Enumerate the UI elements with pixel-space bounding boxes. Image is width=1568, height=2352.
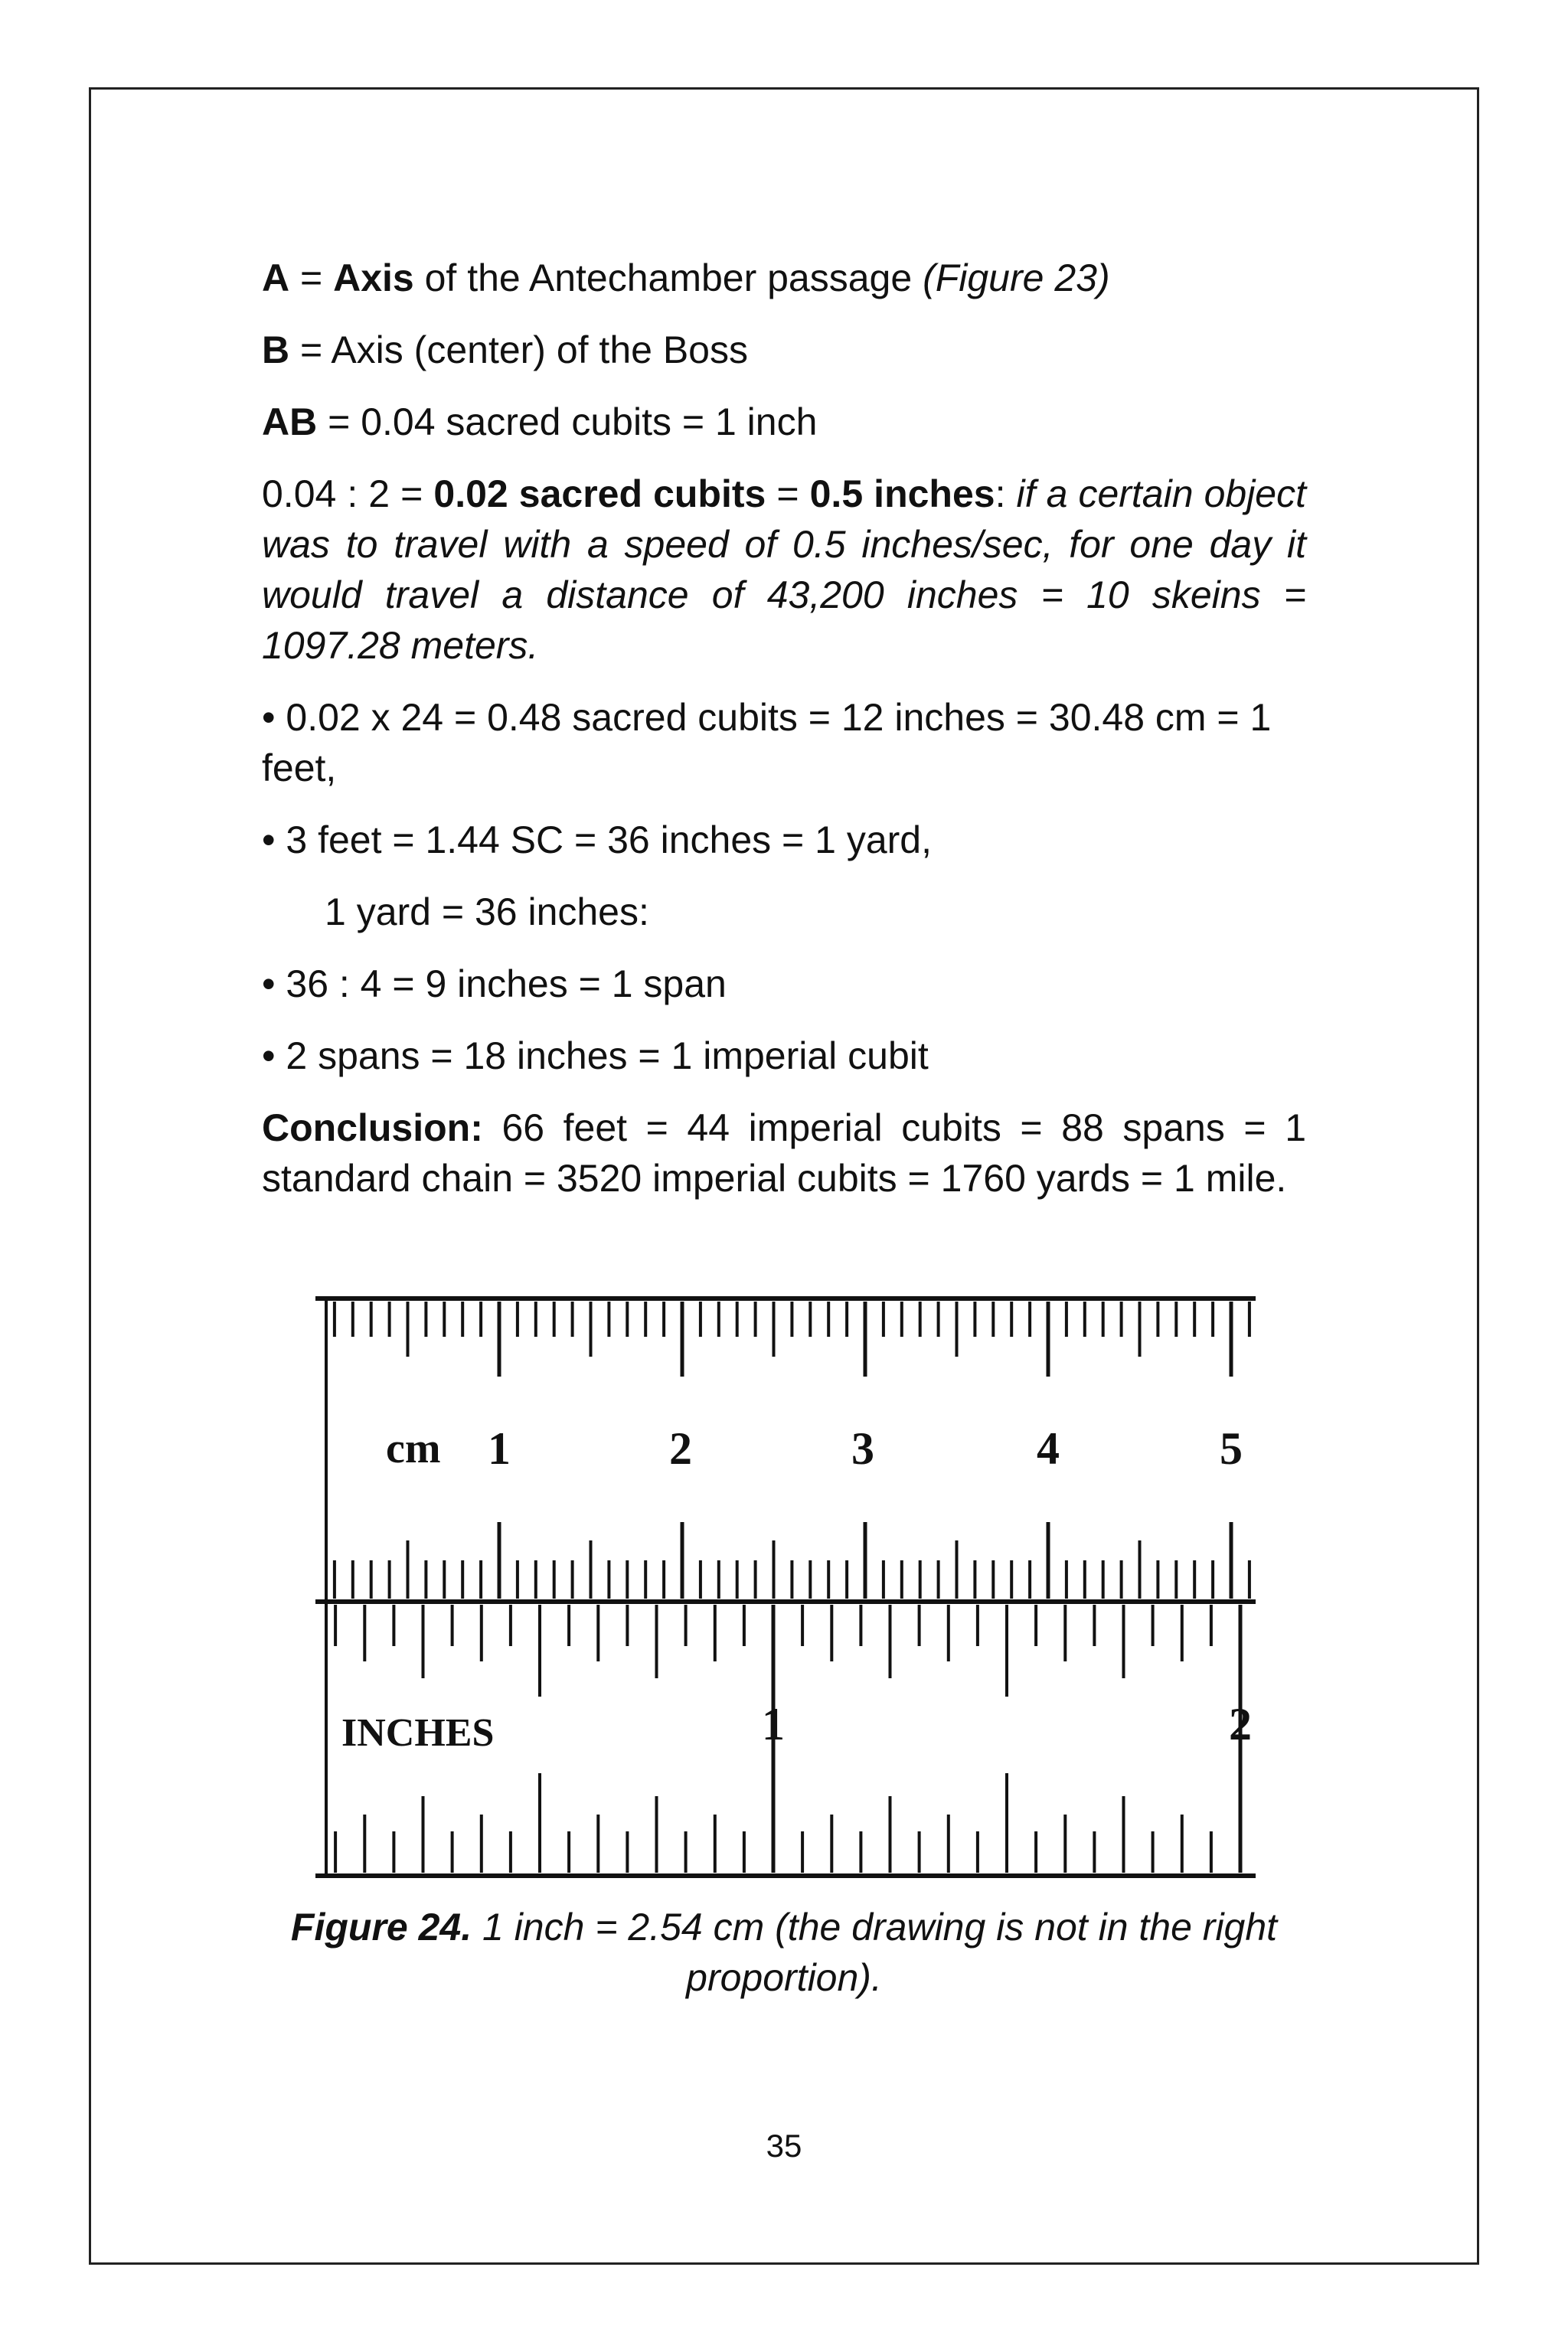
label-b: B: [262, 328, 290, 371]
axis-term: Axis: [333, 256, 414, 299]
figure-caption: [262, 1902, 1306, 2003]
line-text: of the Antechamber passage: [413, 256, 923, 299]
line-text: :: [995, 472, 1017, 515]
cm-label: cm: [386, 1425, 441, 1472]
cm-number-4: 4: [1037, 1423, 1060, 1474]
caption-label: Figure 24.: [290, 1906, 472, 1949]
page-number: 35: [766, 2128, 802, 2164]
bullet-span: • 36 : 4 = 9 inches = 1 span: [262, 962, 727, 1005]
caption-text: 1 inch = 2.54 cm (the drawing is not in the right proportion).: [472, 1906, 1278, 1999]
inch-number-1: 1: [762, 1699, 785, 1749]
inch-number-2: 2: [1229, 1699, 1252, 1749]
ruler-ticks: [335, 1302, 1250, 1873]
cm-number-1: 1: [488, 1423, 511, 1474]
line-text: 0.04 : 2 =: [262, 472, 434, 515]
text-body: [262, 253, 1306, 1225]
line-text: =: [766, 472, 810, 515]
line-axis-b: [262, 325, 1306, 375]
line-text: = 0.04 sacred cubits = 1 inch: [317, 400, 818, 443]
cm-number-5: 5: [1220, 1423, 1243, 1474]
cm-number-2: 2: [669, 1423, 692, 1474]
ruler-labels: [341, 1423, 1252, 1755]
bullet-yard: • 3 feet = 1.44 SC = 36 inches = 1 yard,: [262, 818, 932, 861]
line-yard-inches: 1 yard = 36 inches:: [325, 890, 649, 933]
bullet-imperial-cubit: • 2 spans = 18 inches = 1 imperial cubit: [262, 1034, 929, 1077]
bullet-feet: • 0.02 x 24 = 0.48 sacred cubits = 12 inches = 30.48 cm = 1 feet,: [262, 696, 1272, 789]
figure-reference: (Figure 23): [923, 256, 1110, 299]
conclusion-label: Conclusion:: [262, 1106, 483, 1149]
conclusion-text: 66 feet = 44 imperial cubits = 88 spans = 1 standard chain = 3520 imperial cubits = 1760 yards = 1 mile.: [262, 1106, 1306, 1200]
line-ab: [262, 397, 1306, 447]
equals: =: [289, 256, 334, 299]
line-axis-a: [262, 253, 1306, 303]
ruler-frame: [315, 1298, 1256, 1876]
inch-label: INCHES: [341, 1711, 495, 1755]
label-ab: AB: [262, 400, 318, 443]
italic-explanation: if a certain object was to travel with a speed of 0.5 inches/sec, for one day it would travel a distance of 43,200 inches = 10 skeins = 1097.28 meters.: [262, 472, 1307, 667]
label-a: A: [262, 256, 290, 299]
line-half-inch: [262, 469, 1306, 671]
bold-half-inches: 0.5 inches: [809, 472, 995, 515]
bold-sacred-cubits: 0.02 sacred cubits: [433, 472, 766, 515]
ruler-figure: [315, 1292, 1256, 1882]
line-text: = Axis (center) of the Boss: [289, 328, 748, 371]
conclusion: [262, 1102, 1306, 1204]
cm-number-3: 3: [851, 1423, 874, 1474]
